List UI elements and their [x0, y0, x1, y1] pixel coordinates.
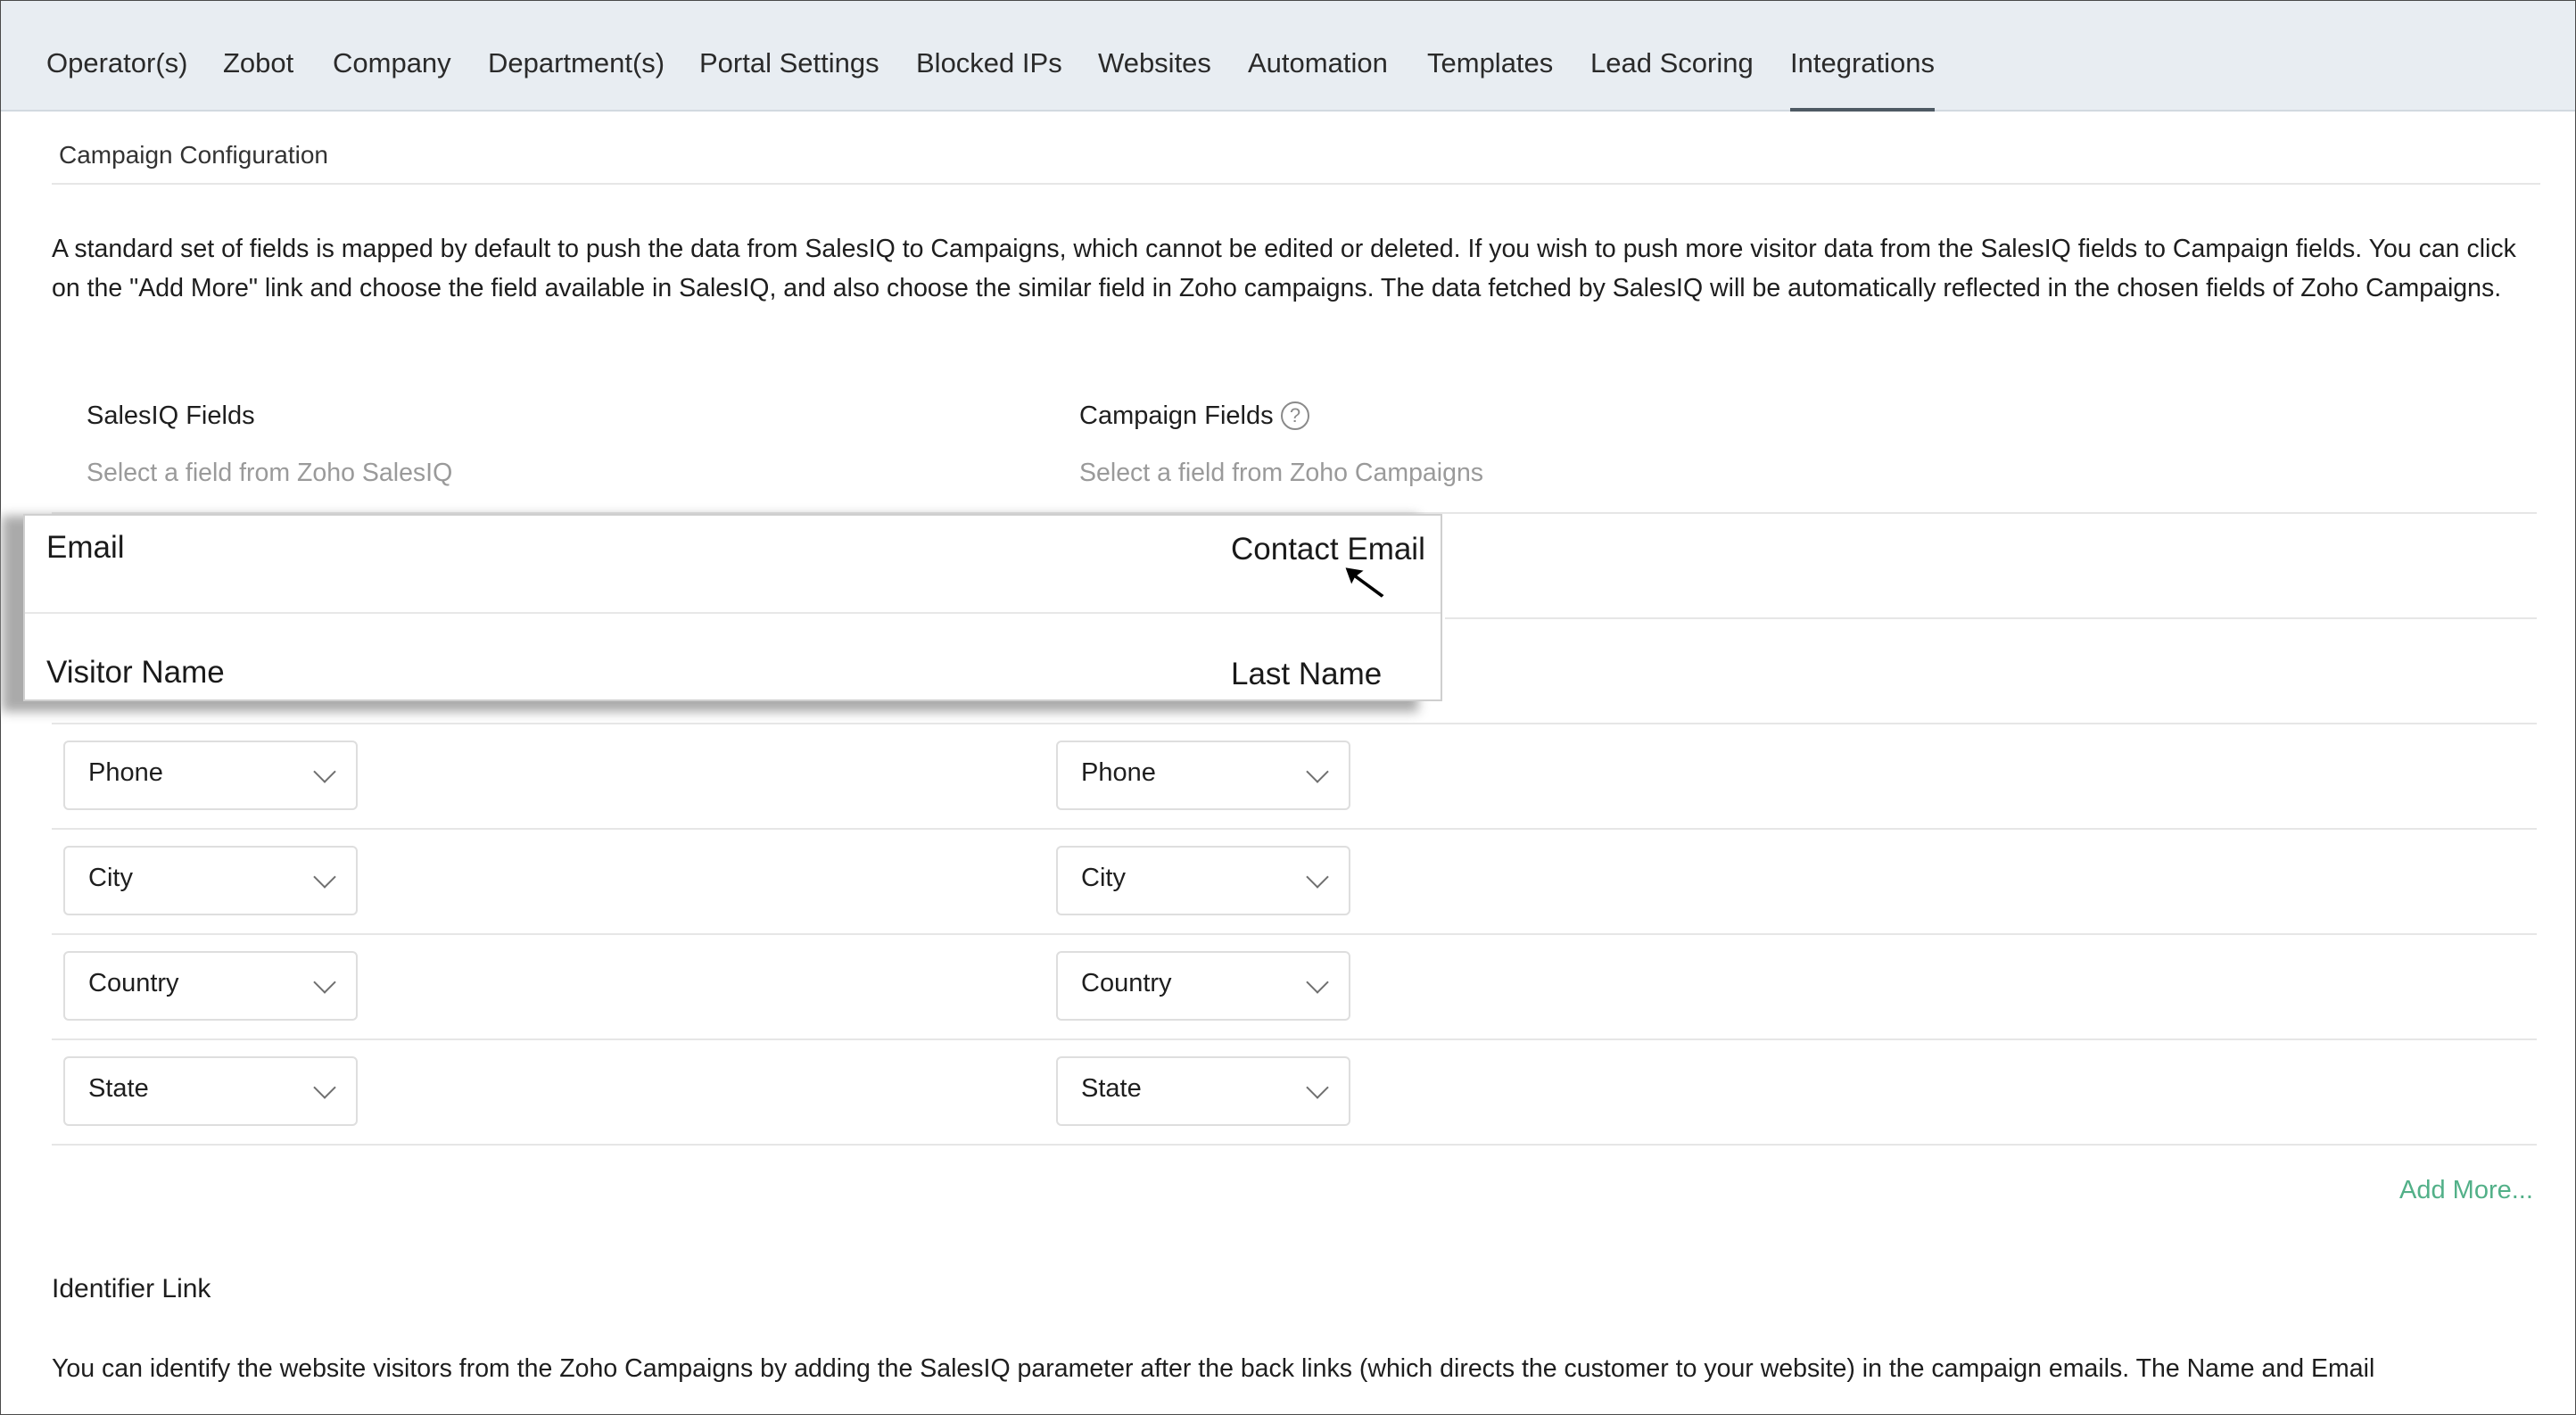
tab-portal-settings[interactable]: Portal Settings [699, 47, 879, 79]
chevron-down-icon [313, 971, 335, 993]
settings-tab-bar [1, 1, 2575, 112]
tab-company[interactable]: Company [333, 47, 451, 79]
salesiq-field-select[interactable] [63, 951, 358, 1021]
row-divider [52, 1144, 2537, 1146]
select-value: City [88, 864, 133, 892]
select-value: Country [1081, 969, 1172, 997]
tab-lead-scoring[interactable]: Lead Scoring [1590, 47, 1754, 79]
salesiq-placeholder: Select a field from Zoho SalesIQ [87, 459, 453, 487]
question-circle-icon[interactable]: ? [1281, 401, 1309, 430]
chevron-down-icon [1306, 1076, 1328, 1098]
dragged-rows-overlay[interactable] [23, 514, 1442, 701]
section-description: A standard set of fields is mapped by default to push the data from SalesIQ to Campaigns, which cannot be edited or deleted. If you wish to push more visitor data from the SalesIQ fields to Campaign fields. You can click on the "Add More" link and choose the field available in SalesIQ, and also choose the similar field in Zoho campaigns. The data fetched by SalesIQ will be automatically reflected in the chosen fields of Zoho Campaigns. [52, 235, 2516, 302]
row-divider [1445, 617, 2537, 619]
select-value: State [1081, 1074, 1142, 1103]
row-divider [52, 1038, 2537, 1040]
tab-integrations[interactable]: Integrations [1790, 1, 1935, 110]
campaign-field-select[interactable] [1056, 1056, 1350, 1126]
dragged-row-campaign-field: Contact Email [1231, 532, 1425, 567]
salesiq-field-select[interactable] [63, 1056, 358, 1126]
dragged-row-salesiq-field: Email [46, 530, 125, 565]
campaign-field-select[interactable] [1056, 846, 1350, 915]
campaign-field-select[interactable] [1056, 741, 1350, 810]
select-value: Phone [88, 758, 163, 787]
tab-templates[interactable]: Templates [1427, 47, 1554, 79]
select-value: Country [88, 969, 179, 997]
chevron-down-icon [313, 1076, 335, 1098]
select-value: Phone [1081, 758, 1156, 787]
campaign-fields-header: Campaign Fields [1079, 401, 1274, 430]
row-divider [52, 723, 2537, 724]
row-divider [52, 933, 2537, 935]
dragged-row-campaign-field: Last Name [1231, 657, 1383, 691]
select-value: State [88, 1074, 149, 1103]
mouse-cursor-icon [1342, 565, 1389, 600]
chevron-down-icon [313, 760, 335, 782]
chevron-down-icon [1306, 760, 1328, 782]
identifier-link-description: You can identify the website visitors from the Zoho Campaigns by adding the SalesIQ parameter after the back links (which directs the customer to your website) in the campaign emails. The Name and Email [52, 1354, 2375, 1383]
row-divider [52, 828, 2537, 830]
identifier-link-title: Identifier Link [52, 1274, 211, 1303]
salesiq-field-select[interactable] [63, 741, 358, 810]
tab-departments[interactable]: Department(s) [488, 47, 665, 79]
tab-operators[interactable]: Operator(s) [46, 47, 188, 79]
salesiq-fields-header: SalesIQ Fields [87, 401, 255, 430]
chevron-down-icon [1306, 971, 1328, 993]
section-title: Campaign Configuration [59, 141, 328, 169]
campaign-field-select[interactable] [1056, 951, 1350, 1021]
tab-blocked-ips[interactable]: Blocked IPs [916, 47, 1062, 79]
chevron-down-icon [1306, 865, 1328, 888]
row-divider [25, 612, 1441, 614]
dragged-row-salesiq-field: Visitor Name [46, 655, 225, 690]
tab-automation[interactable]: Automation [1248, 47, 1388, 79]
section-divider [52, 183, 2540, 185]
tab-websites[interactable]: Websites [1098, 47, 1211, 79]
add-more-link[interactable]: Add More... [2399, 1176, 2533, 1204]
salesiq-field-select[interactable] [63, 846, 358, 915]
select-value: City [1081, 864, 1126, 892]
campaign-placeholder: Select a field from Zoho Campaigns [1079, 459, 1484, 487]
chevron-down-icon [313, 865, 335, 888]
tab-zobot[interactable]: Zobot [223, 47, 294, 79]
